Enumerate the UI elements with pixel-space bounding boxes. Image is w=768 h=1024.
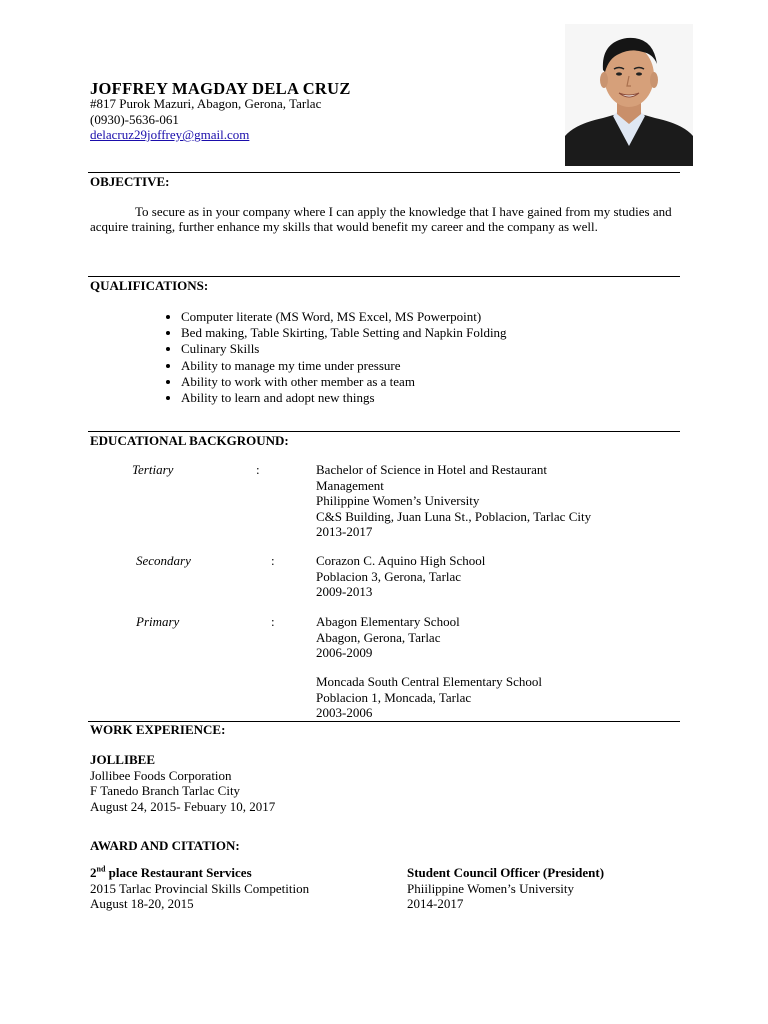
list-item: • Ability to manage my time under pressure	[181, 358, 507, 374]
school-years: 2009-2013	[316, 584, 373, 599]
list-item: • Ability to learn and adopt new things	[181, 390, 507, 406]
objective-heading: OBJECTIVE:	[90, 174, 170, 189]
colon: :	[256, 462, 260, 477]
primary-details-1	[316, 614, 460, 661]
school-name: Corazon C. Aquino High School	[316, 553, 486, 568]
edu-label-tertiary: Tertiary	[132, 462, 174, 477]
list-item: • Culinary Skills	[181, 341, 507, 357]
email-link[interactable]: delacruz29joffrey@gmail.com	[90, 127, 250, 142]
objective-text-rest: my studies and acquire training, further enhance my skills that would benefit my career and the company as well.	[90, 204, 672, 234]
degree-cont: Management	[316, 477, 384, 493]
profile-photo	[565, 24, 693, 166]
award-dates: 2014-2017	[407, 896, 464, 911]
school-address: Poblacion 1, Moncada, Tarlac	[316, 689, 472, 705]
edu-label-secondary: Secondary	[136, 553, 191, 568]
profile-photo-icon	[565, 24, 693, 166]
award-title-rest: place Restaurant Services	[105, 865, 252, 880]
divider	[88, 276, 680, 277]
award-title: Student Council Officer (President)	[407, 865, 605, 880]
colon: :	[271, 553, 275, 568]
company-name: Jollibee Foods Corporation	[90, 767, 232, 783]
award-event: 2015 Tarlac Provincial Skills Competition	[90, 880, 310, 896]
school-address: C&S Building, Juan Luna St., Poblacion, Tarlac City	[316, 508, 592, 524]
award-place-suffix: nd	[96, 864, 106, 874]
award-entry-1	[90, 865, 309, 912]
award-entry-2	[407, 865, 604, 912]
divider	[88, 172, 680, 173]
colon: :	[271, 614, 275, 629]
phone-number: (0930)-5636-061	[90, 111, 179, 127]
work-dates: August 24, 2015- Febuary 10, 2017	[90, 798, 276, 814]
degree: Bachelor of Science in Hotel and Restaurant	[316, 462, 548, 477]
objective-text-line1: To secure as in your company where I can apply the knowledge that I have gained from	[135, 204, 591, 219]
list-item: • Computer literate (MS Word, MS Excel, MS Powerpoint)	[181, 309, 507, 325]
qualifications-heading: QUALIFICATIONS:	[90, 278, 209, 293]
award-org: Phiilippine Women’s University	[407, 880, 574, 896]
school-address: Poblacion 3, Gerona, Tarlac	[316, 568, 462, 584]
school-name: Abagon Elementary School	[316, 614, 460, 629]
work-heading: WORK EXPERIENCE:	[90, 722, 226, 737]
secondary-details	[316, 553, 485, 600]
primary-details-2	[316, 674, 542, 721]
award-dates: August 18-20, 2015	[90, 896, 194, 911]
list-item: • Ability to work with other member as a team	[181, 374, 507, 390]
edu-label-primary: Primary	[136, 614, 180, 629]
school-address: Abagon, Gerona, Tarlac	[316, 629, 441, 645]
applicant-name: JOFFREY MAGDAY DELA CRUZ	[90, 79, 351, 98]
branch-name: F Tanedo Branch Tarlac City	[90, 783, 241, 798]
divider	[88, 431, 680, 432]
employer-name: JOLLIBEE	[90, 752, 156, 767]
school-name: Philippine Women’s University	[316, 493, 480, 508]
school-name: Moncada South Central Elementary School	[316, 674, 543, 689]
objective-text	[90, 204, 675, 234]
school-years: 2013-2017	[316, 524, 373, 539]
tertiary-details	[316, 462, 591, 540]
education-heading: EDUCATIONAL BACKGROUND:	[90, 433, 289, 448]
school-years: 2003-2006	[316, 705, 373, 720]
award-title	[90, 865, 309, 881]
address: #817 Purok Mazuri, Abagon, Gerona, Tarlac	[90, 96, 322, 111]
qualifications-list	[160, 309, 507, 406]
award-place-number: 2	[90, 865, 97, 880]
list-item: • Bed making, Table Skirting, Table Setting and Napkin Folding	[181, 325, 507, 341]
awards-heading: AWARD AND CITATION:	[90, 838, 240, 853]
work-entry	[90, 752, 275, 814]
school-years: 2006-2009	[316, 645, 373, 660]
contact-block	[90, 96, 321, 143]
